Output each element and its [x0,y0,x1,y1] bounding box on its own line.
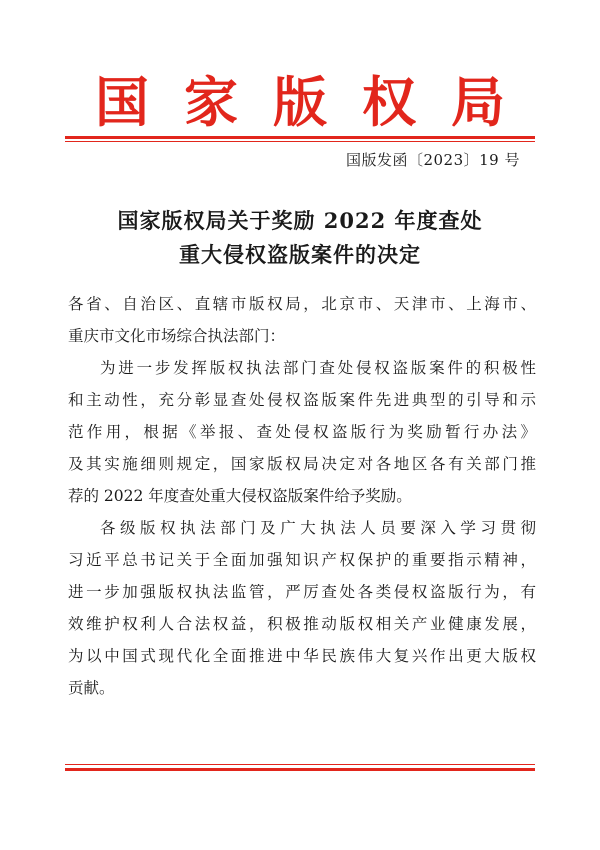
body-text-line: 各级版权执法部门及广大执法人员要深入学习贯彻 [100,519,536,537]
body-text-line: 荐的 2022 年度查处重大侵权盗版案件给予奖励。 [68,487,412,505]
org-char: 国 [95,70,149,134]
body-text-line: 及其实施细则规定，国家版权局决定对各地区各有关部门推 [68,455,536,473]
body-text-line: 贡献。 [68,679,115,697]
org-char: 家 [184,70,238,134]
footer-rule-thin [65,764,535,765]
org-char: 局 [451,70,505,134]
body-text-line: 为以中国式现代化全面推进中华民族伟大复兴作出更大版权 [68,647,536,665]
body-text-line: 和主动性，充分彰显查处侵权盗版案件先进典型的引导和示 [68,391,536,409]
document-title-line: 国家版权局关于奖励 2022 年度查处 [117,208,483,233]
addressee-line: 重庆市文化市场综合执法部门： [68,327,286,345]
body-text-line: 习近平总书记关于全面加强知识产权保护的重要指示精神， [68,551,536,569]
body-text-line: 为进一步发挥版权执法部门查处侵权盗版案件的积极性 [100,359,536,377]
issuing-authority-title [95,66,505,138]
footer-rule-thick [65,768,535,771]
document-number: 国版发函〔2023〕19 号 [345,151,520,169]
body-text-line: 进一步加强版权执法监管，严厉查处各类侵权盗版行为，有 [68,583,536,601]
header-rule-thin [65,141,535,142]
addressee-line: 各省、自治区、直辖市版权局，北京市、天津市、上海市、 [68,295,536,313]
header-rule-thick [65,136,535,139]
document-title-line: 重大侵权盗版案件的决定 [179,242,421,267]
body-text-line: 效维护权利人合法权益，积极推动版权相关产业健康发展， [68,615,536,633]
body-text-line: 范作用，根据《举报、查处侵权盗版行为奖励暂行办法》 [68,423,536,441]
org-char: 版 [273,70,327,134]
org-char: 权 [362,70,416,134]
